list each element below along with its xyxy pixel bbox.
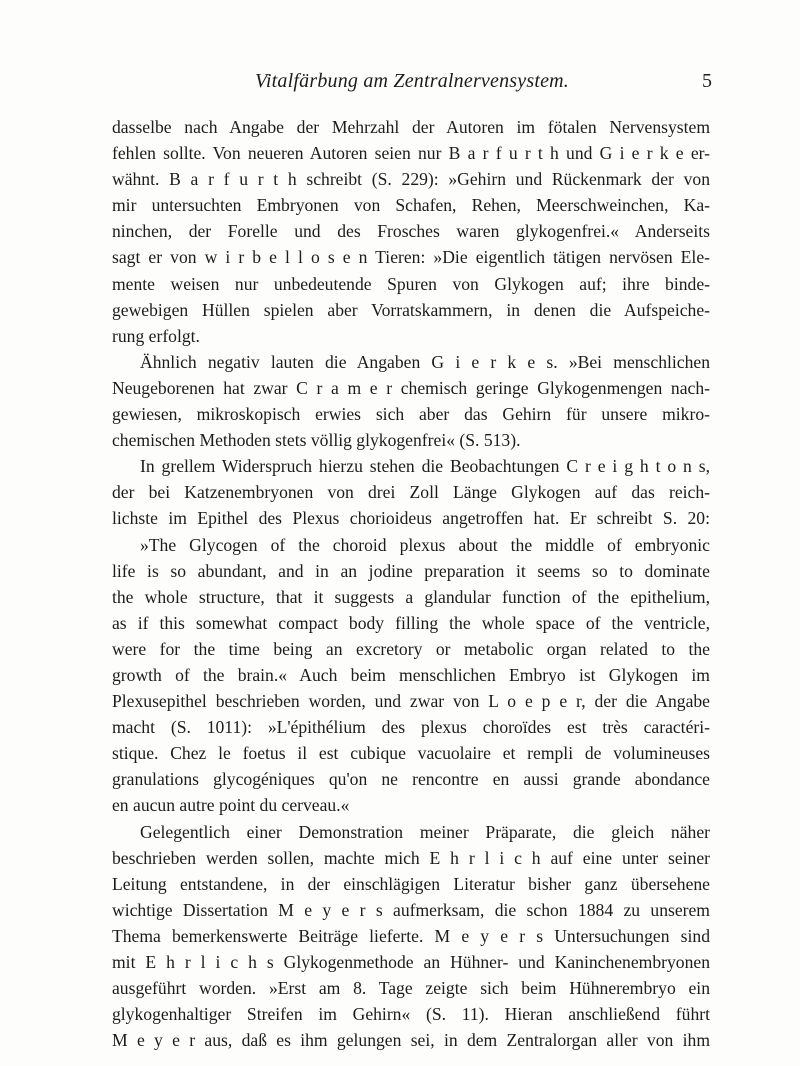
text-line: life is so abundant, and in an jodine preparation it seems so to dominate (112, 560, 710, 581)
text-line: beschrieben werden sollen, machte mich E h r l i c h auf eine unter seiner (112, 847, 710, 868)
text-line: In grellem Widerspruch hierzu stehen die Beobachtungen C r e i g h t o n s, (140, 456, 710, 477)
text-line: stique. Chez le foetus il est cubique vacuolaire et rempli de volumineuses (112, 743, 710, 764)
text-line: were for the time being an excretory or metabolic organ related to the (112, 638, 710, 659)
text-line: Neugeborenen hat zwar C r a m e r chemisch geringe Glykogenmengen nach- (112, 377, 710, 398)
text-line: macht (S. 1011): »L'épithélium des plexus choroïdes est très caractéri- (112, 717, 710, 738)
text-line: Thema bemerkenswerte Beiträge lieferte. M e y e r s Untersuchungen sind (112, 925, 710, 946)
text-line: wichtige Dissertation M e y e r s aufmerksam, die schon 1884 zu unserem (112, 899, 710, 920)
text-line: Ähnlich negativ lauten die Angaben G i e r k e s. »Bei menschlichen (140, 351, 710, 372)
text-line: Leitung entstandene, in der einschlägigen Literatur bisher ganz übersehene (112, 873, 710, 894)
text-line: Gelegentlich einer Demonstration meiner Präparate, die gleich näher (140, 821, 710, 842)
text-line: Plexusepithel beschrieben worden, und zwar von L o e p e r, der die Angabe (112, 691, 710, 712)
text-line: mente weisen nur unbedeutende Spuren von Glykogen auf; ihre binde- (112, 273, 710, 294)
text-line: rung erfolgt. (112, 325, 200, 346)
text-line: wähnt. B a r f u r t h schreibt (S. 229): »Gehirn und Rückenmark der von (112, 169, 710, 190)
text-line: gewebigen Hüllen spielen aber Vorratskammern, in denen die Aufspeiche- (112, 299, 710, 320)
text-line: mir untersuchten Embryonen von Schafen, Rehen, Meerschweinchen, Ka- (112, 195, 710, 216)
page-header (112, 70, 712, 100)
text-line: ninchen, der Forelle und des Frosches waren glykogenfrei.« Anderseits (112, 221, 710, 242)
text-line: dasselbe nach Angabe der Mehrzahl der Autoren im fötalen Nervensystem (112, 117, 710, 137)
text-line: growth of the brain.« Auch beim menschlichen Embryo ist Glykogen im (112, 664, 710, 685)
text-line: sagt er von w i r b e l l o s e n Tieren: »Die eigentlich tätigen nervösen Ele- (112, 247, 710, 268)
text-line: ausgeführt worden. »Erst am 8. Tage zeigte sich beim Hühnerembryo ein (112, 978, 710, 999)
text-line: en aucun autre point du cerveau.« (112, 795, 350, 816)
text-line: granulations glycogéniques qu'on ne rencontre en aussi grande abondance (112, 769, 710, 790)
text-line: »The Glycogen of the choroid plexus about the middle of embryonic (140, 534, 710, 555)
text-line: M e y e r aus, daß es ihm gelungen sei, in dem Zentralorgan aller von ihm (112, 1030, 710, 1051)
text-line: glykogenhaltiger Streifen im Gehirn« (S. 11). Hieran anschließend führt (112, 1004, 710, 1025)
running-title: Vitalfärbung am Zentralnervensystem. (254, 70, 570, 92)
text-line: mit E h r l i c h s Glykogenmethode an Hühner- und Kaninchenembryonen (112, 952, 710, 972)
page-number: 5 (702, 70, 712, 92)
body-text (112, 114, 710, 1053)
text-line: chemischen Methoden stets völlig glykogenfrei« (S. 513). (112, 430, 521, 451)
text-line: the whole structure, that it suggests a glandular function of the epithelium, (112, 586, 710, 607)
text-line: gewiesen, mikroskopisch erwies sich aber das Gehirn für unsere mikro- (112, 404, 710, 425)
text-line: der bei Katzenembryonen von drei Zoll Länge Glykogen auf das reich- (112, 482, 710, 503)
text-line: lichste im Epithel des Plexus chorioideus angetroffen hat. Er schreibt S. 20: (112, 508, 710, 529)
text-line: fehlen sollte. Von neueren Autoren seien nur B a r f u r t h und G i e r k e er- (112, 143, 710, 164)
text-line: as if this somewhat compact body filling the whole space of the ventricle, (112, 612, 710, 633)
